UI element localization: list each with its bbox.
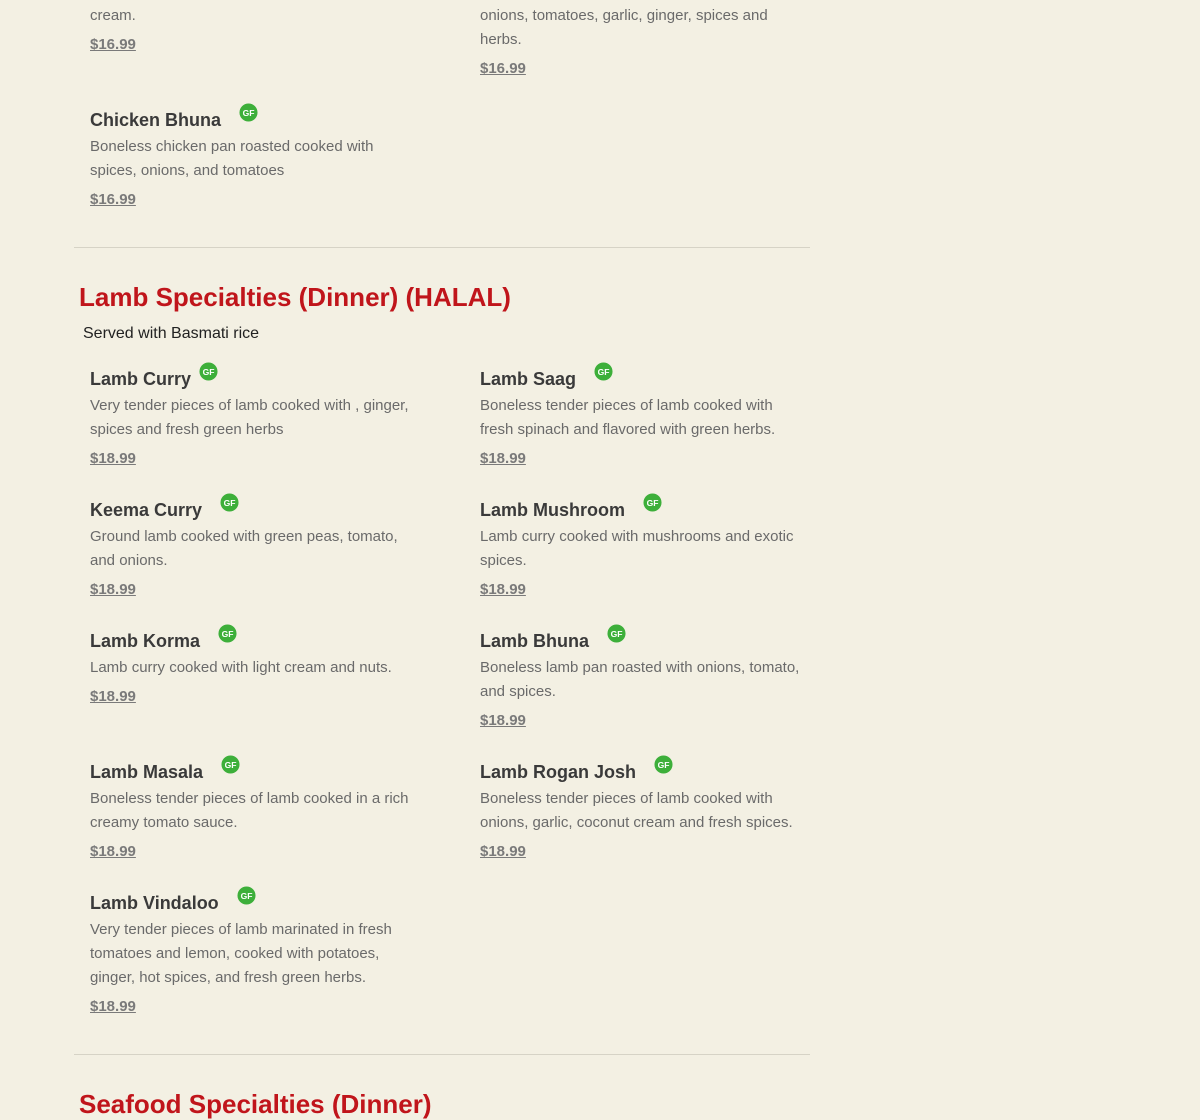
item-name: Lamb Curry (90, 369, 192, 389)
item-price-link[interactable]: $16.99 (90, 191, 136, 208)
item-price-link[interactable]: $18.99 (480, 712, 526, 729)
item-description: Boneless lamb pan roasted with onions, tomato, and spices. (480, 659, 800, 700)
item-description: Lamb curry cooked with mushrooms and exotic spices. (480, 528, 794, 569)
item-name-row (90, 760, 420, 784)
item-description: Boneless chicken pan roasted cooked with spices, onions, and tomatoes (90, 138, 374, 179)
item-description: Lamb curry cooked with light cream and nuts. (90, 659, 392, 676)
gf-badge-icon (239, 103, 258, 122)
gf-badge-icon (607, 624, 626, 643)
menu-item-lamb-mushroom (480, 498, 800, 599)
item-price-link[interactable]: $18.99 (90, 688, 136, 705)
item-name: Lamb Saag (480, 369, 577, 389)
menu-item-lamb-vindaloo (90, 891, 400, 1016)
gf-badge-icon (221, 755, 240, 774)
item-description: Boneless tender pieces of lamb cooked with onions, garlic, coconut cream and fresh spices. (480, 790, 793, 831)
item-name-row (90, 629, 410, 653)
item-name-row (90, 108, 390, 132)
gf-badge-icon (643, 493, 662, 512)
item-description: cream. (90, 7, 136, 24)
item-name-row (480, 498, 800, 522)
gf-badge-icon (654, 755, 673, 774)
menu-item-lamb-korma (90, 629, 410, 706)
item-name-row (480, 367, 810, 391)
item-description: Boneless tender pieces of lamb cooked with fresh spinach and flavored with green herbs. (480, 397, 776, 438)
menu-item-lamb-curry (90, 367, 420, 468)
item-name-row (90, 891, 400, 915)
section-title-seafood: Seafood Specialties (Dinner) (79, 1089, 432, 1119)
item-price-link[interactable]: $18.99 (480, 843, 526, 860)
item-description: Very tender pieces of lamb cooked with , ginger, spices and fresh green herbs (90, 397, 409, 438)
item-price-link[interactable]: $18.99 (90, 843, 136, 860)
menu-item-chicken-bhuna (90, 108, 390, 209)
section-subtitle: Served with Basmati rice (83, 325, 260, 342)
item-price-link[interactable]: $18.99 (90, 581, 136, 598)
item-name-row (90, 498, 410, 522)
item-name-row (480, 760, 810, 784)
gf-badge-icon (218, 624, 237, 643)
item-name: Lamb Bhuna (480, 631, 590, 651)
item-name-row (90, 367, 420, 391)
item-name: Lamb Korma (90, 631, 201, 651)
gf-badge-icon (237, 886, 256, 905)
menu-item-chicken-right (480, 4, 780, 78)
item-name: Lamb Vindaloo (90, 893, 219, 913)
item-name: Keema Curry (90, 500, 203, 520)
item-name: Lamb Rogan Josh (480, 762, 637, 782)
gf-badge-icon (220, 493, 239, 512)
item-description: Very tender pieces of lamb marinated in fresh tomatoes and lemon, cooked with potatoes, ginger, hot spices, and fresh green herbs. (90, 921, 392, 986)
menu-item-lamb-rogan-josh (480, 760, 810, 861)
item-price-link[interactable]: $16.99 (480, 60, 526, 77)
menu-item-lamb-saag (480, 367, 810, 468)
item-name-row (480, 629, 800, 653)
menu-item-lamb-bhuna (480, 629, 800, 730)
item-price-link[interactable]: $18.99 (90, 450, 136, 467)
item-price-link[interactable]: $18.99 (90, 998, 136, 1015)
item-description: Ground lamb cooked with green peas, tomato, and onions. (90, 528, 398, 569)
menu-item-lamb-masala (90, 760, 420, 861)
gf-badge-icon (594, 362, 613, 381)
section-title-lamb: Lamb Specialties (Dinner) (HALAL) (79, 282, 511, 312)
menu-item-keema-curry (90, 498, 410, 599)
section-divider (74, 247, 810, 248)
menu-item-chicken-left (90, 4, 420, 54)
item-price-link[interactable]: $18.99 (480, 450, 526, 467)
item-description: Boneless tender pieces of lamb cooked in a rich creamy tomato sauce. (90, 790, 409, 831)
item-name: Chicken Bhuna (90, 110, 222, 130)
item-name: Lamb Masala (90, 762, 204, 782)
gf-badge-icon (199, 362, 218, 381)
item-price-link[interactable]: $18.99 (480, 581, 526, 598)
item-name: Lamb Mushroom (480, 500, 626, 520)
item-description: onions, tomatoes, garlic, ginger, spices and herbs. (480, 7, 768, 48)
item-price-link[interactable]: $16.99 (90, 36, 136, 53)
section-divider (74, 1054, 810, 1055)
